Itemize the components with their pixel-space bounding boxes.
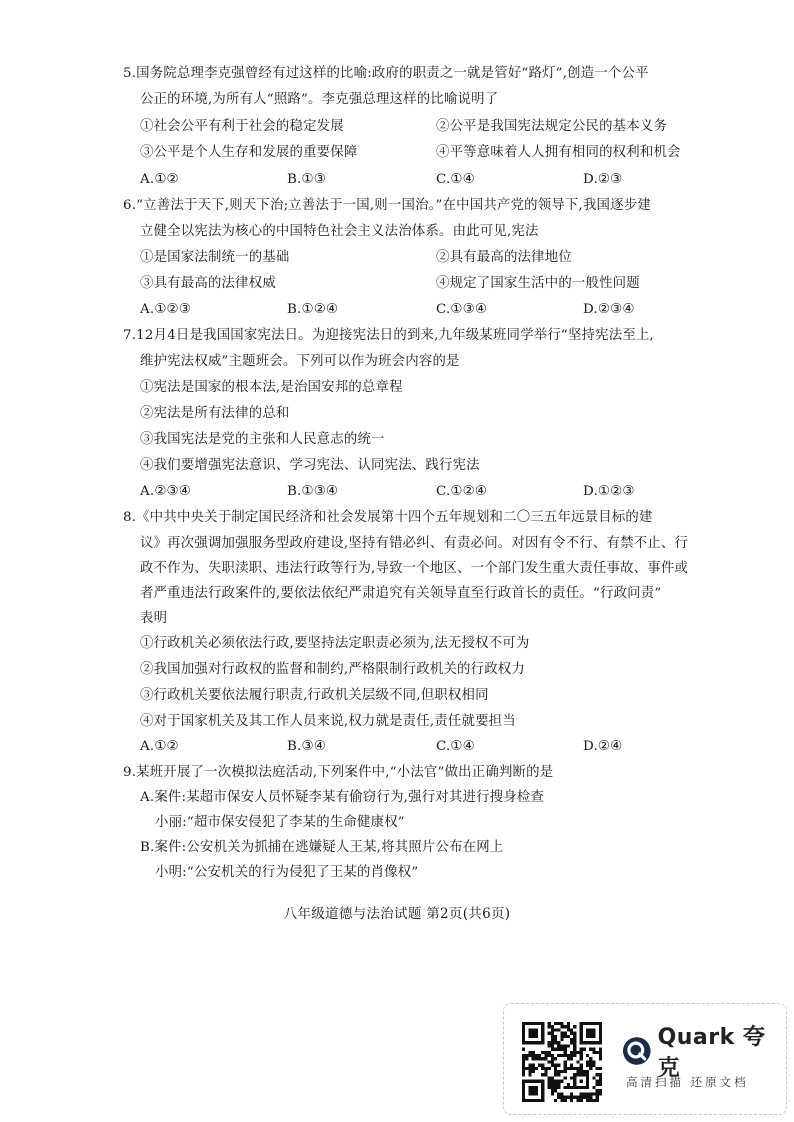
question-stem: 7.12月4日是我国国家宪法日。为迎接宪法日的到来,九年级某班同学举行“坚持宪法至上, bbox=[123, 328, 654, 343]
question-stem: 立健全以宪法为核心的中国特色社会主义法治体系。由此可见,宪法 bbox=[140, 224, 539, 239]
question-stem: 议》再次强调加强服务型政府建设,坚持有错必纠、有责必问。对因有令不行、有禁不止、行 bbox=[140, 536, 689, 551]
option-d: D.①②③ bbox=[583, 484, 635, 499]
question-stem: 8.《中共中央关于制定国民经济和社会发展第十四个五年规划和二〇三五年远景目标的建 bbox=[123, 510, 653, 525]
choice-a-case: A.案件:某超市保安人员怀疑李某有偷窃行为,强行对其进行搜身检查 bbox=[140, 790, 545, 805]
option-a: A.①②③ bbox=[140, 302, 191, 317]
brand-row bbox=[622, 1025, 786, 1081]
choice-a-judgement: 小丽:“超市保安侵犯了李某的生命健康权” bbox=[155, 815, 405, 830]
page-footer: 八年级道德与法治试题 第2页(共6页) bbox=[283, 906, 511, 922]
question-stem: 9.某班开展了一次模拟法庭活动,下列案件中,“小法官”做出正确判断的是 bbox=[123, 765, 554, 780]
option-c: C.①③④ bbox=[436, 302, 488, 317]
option-a: A.①② bbox=[140, 739, 179, 754]
option-d: D.②③ bbox=[583, 172, 623, 187]
statement: ①行政机关必须依法行政,要坚持法定职责必须为,法无授权不可为 bbox=[140, 636, 530, 651]
option-c: C.①②④ bbox=[436, 484, 488, 499]
option-c: C.①④ bbox=[436, 172, 475, 187]
qr-code-icon bbox=[522, 1022, 602, 1102]
brand-tagline: 高清扫描 还原文档 bbox=[626, 1075, 749, 1089]
statement: ②宪法是所有法律的总和 bbox=[140, 406, 290, 421]
statement: ③行政机关要依法履行职责,行政机关层级不同,但职权相同 bbox=[140, 688, 489, 703]
statement: ③我国宪法是党的主张和人民意志的统一 bbox=[140, 432, 385, 447]
statement: ①宪法是国家的根本法,是治国安邦的总章程 bbox=[140, 380, 403, 395]
option-d: D.②③④ bbox=[583, 302, 635, 317]
choice-b-case: B.案件:公安机关为抓捕在逃嫌疑人王某,将其照片公布在网上 bbox=[140, 840, 504, 855]
option-b: B.①③④ bbox=[287, 484, 339, 499]
statement: ③具有最高的法律权威 bbox=[140, 276, 276, 291]
option-b: B.①③ bbox=[287, 172, 326, 187]
option-b: B.①②④ bbox=[287, 302, 339, 317]
statement: ①社会公平有利于社会的稳定发展 bbox=[140, 119, 344, 134]
option-a: A.①② bbox=[140, 172, 179, 187]
option-c: C.①④ bbox=[436, 739, 475, 754]
statement: ④规定了国家生活中的一般性问题 bbox=[436, 276, 640, 291]
statement: ③公平是个人生存和发展的重要保障 bbox=[140, 145, 358, 160]
brand-name: Quark 夸克 bbox=[657, 1025, 766, 1081]
question-stem: 政不作为、失职渎职、违法行政等行为,导致一个地区、一个部门发生重大责任事故、事件或 bbox=[140, 561, 689, 576]
question-stem: 公正的环境,为所有人“照路”。李克强总理这样的比喻说明了 bbox=[140, 92, 499, 107]
question-stem: 表明 bbox=[140, 611, 168, 626]
question-stem: 6.“立善法于天下,则天下治;立善法于一国,则一国治。”在中国共产党的领导下,我国逐步建 bbox=[123, 198, 651, 213]
statement: ②公平是我国宪法规定公民的基本义务 bbox=[436, 119, 668, 134]
option-a: A.②③④ bbox=[140, 484, 191, 499]
statement: ②具有最高的法律地位 bbox=[436, 250, 572, 265]
choice-b-judgement: 小明:“公安机关的行为侵犯了王某的肖像权” bbox=[155, 865, 419, 880]
statement: ④我们要增强宪法意识、学习宪法、认同宪法、践行宪法 bbox=[140, 458, 480, 473]
option-d: D.②④ bbox=[583, 739, 623, 754]
question-stem: 者严重违法行政案件的,要依法依纪严肃追究有关领导直至行政首长的责任。“行政问责” bbox=[140, 586, 662, 601]
statement: ①是国家法制统一的基础 bbox=[140, 250, 290, 265]
statement: ④对于国家机关及其工作人员来说,权力就是责任,责任就要担当 bbox=[140, 714, 516, 729]
question-stem: 维护宪法权威”主题班会。下列可以作为班会内容的是 bbox=[140, 354, 460, 369]
statement: ②我国加强对行政权的监督和制约,严格限制行政机关的行政权力 bbox=[140, 662, 525, 677]
option-b: B.③④ bbox=[287, 739, 326, 754]
question-stem: 5.国务院总理李克强曾经有过这样的比喻:政府的职责之一就是管好“路灯”,创造一个公平 bbox=[123, 66, 649, 81]
quark-logo-icon bbox=[622, 1036, 652, 1066]
quark-watermark bbox=[503, 1003, 787, 1115]
statement: ④平等意味着人人拥有相同的权利和机会 bbox=[436, 145, 681, 160]
